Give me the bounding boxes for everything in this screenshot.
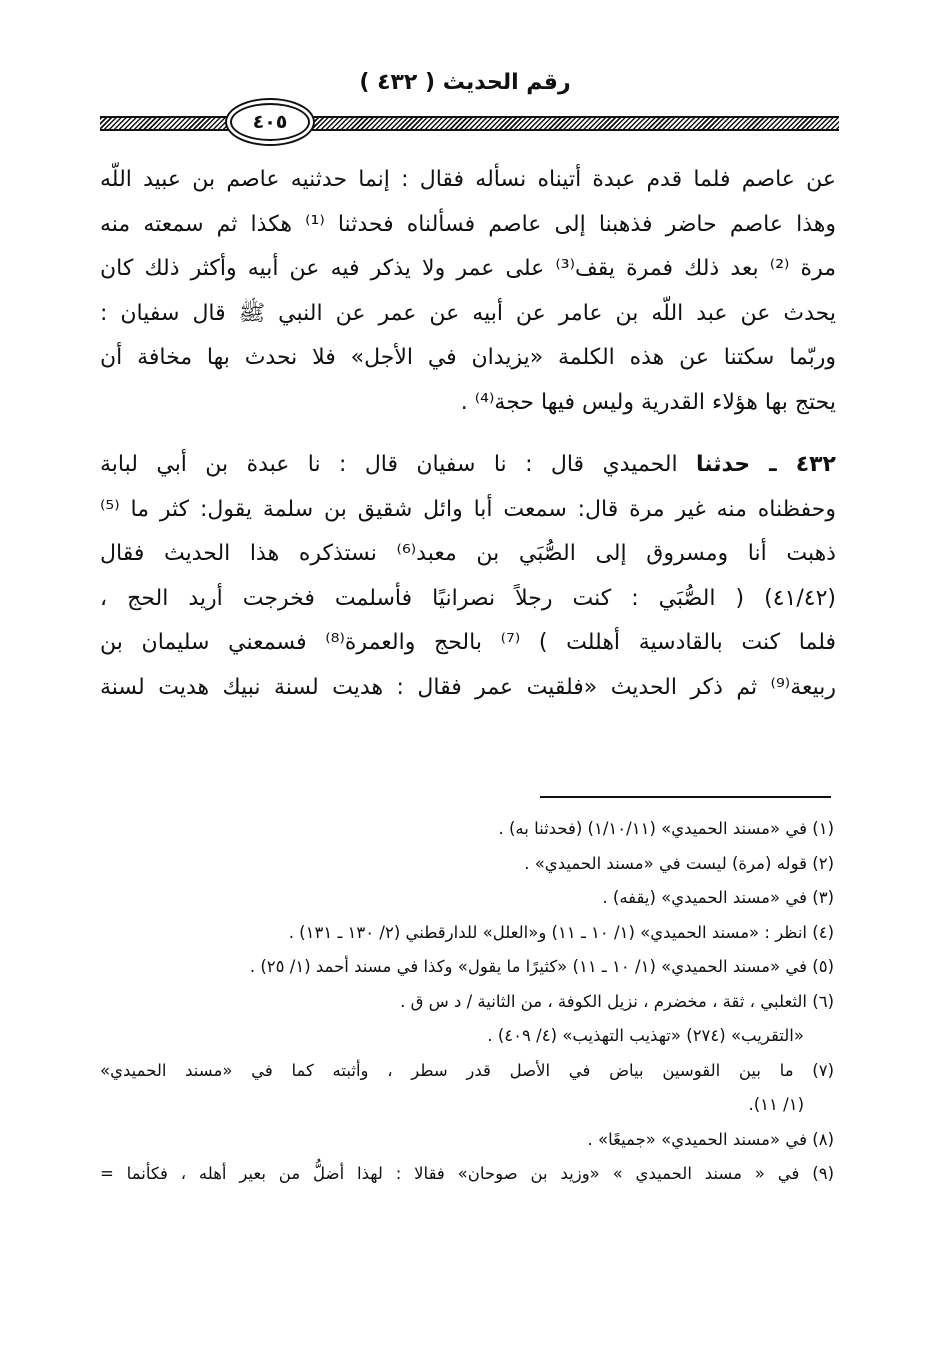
- page-header-title: رقم الحديث ( ٤٣٢ ): [359, 70, 571, 95]
- text-line: وحفظناه منه غير مرة قال: سمعت أبا وائل شقيق بن سلمة يقول: كثر ما ⁽⁵⁾: [100, 496, 836, 522]
- text-line: فلما كنت بالقادسية أهللت ) ⁽⁷⁾ بالحج والعمرة⁽⁸⁾ فسمعني سليمان بن: [100, 630, 836, 655]
- hadith-first-line: [100, 443, 836, 488]
- paragraph-gap: [100, 425, 836, 443]
- footnote-separator: [540, 796, 831, 798]
- footnote: (٦) الثعلبي ، ثقة ، مخضرم ، نزيل الكوفة ، من الثانية / د س ق .: [400, 991, 834, 1011]
- footnote: (٧) ما بين القوسين بياض في الأصل قدر سطر ، وأثبته كما في «مسند الحميدي»: [100, 1060, 834, 1080]
- text-line: ذهبت أنا ومسروق إلى الصُّبَي بن معبد⁽⁶⁾ نستذكره هذا الحديث فقال: [100, 541, 836, 566]
- footnote: (٣) في «مسند الحميدي» (يقفه) .: [602, 888, 834, 907]
- footnote-continuation: (١/ ١١).: [748, 1095, 804, 1114]
- hadith-first-line-text: الحميدي قال : نا سفيان قال : نا عبدة بن أبي لبابة: [100, 452, 678, 477]
- footnote: (١) في «مسند الحميدي» (١/١٠/١١) (فحدثنا به) .: [498, 819, 834, 838]
- main-text: [100, 158, 836, 710]
- hadith-number: ٤٣٢ ـ حدثنا: [696, 452, 836, 477]
- header-ornament-right: [312, 116, 839, 131]
- text-line: وربّما سكتنا عن هذه الكلمة «يزيدان في الأجل» فلا نحدث بها مخافة أن: [100, 345, 836, 370]
- text-line: عن عاصم فلما قدم عبدة أتيناه نسأله فقال : إنما حدثنيه عاصم بن عبيد اللّه: [100, 167, 836, 192]
- text-line: مرة ⁽²⁾ بعد ذلك فمرة يقف⁽³⁾ على عمر ولا يذكر فيه عن أبيه وأكثر ذلك كان: [100, 256, 836, 281]
- footnote: (٢) قوله (مرة) ليست في «مسند الحميدي» .: [524, 853, 834, 873]
- page-number-badge: ٤٠٥: [230, 103, 310, 141]
- footnotes: [100, 812, 834, 1192]
- footnote: (٥) في «مسند الحميدي» (١/ ١٠ ـ ١١) «كثيرًا ما يقول» وكذا في مسند أحمد (١/ ٢٥) .: [249, 957, 834, 976]
- text-line: (٤١/٤٢) ( الصُّبَي : كنت رجلاً نصرانيًا فأسلمت فخرجت أريد الحج ،: [100, 585, 836, 611]
- footnote: (٨) في «مسند الحميدي» «جميعًا» .: [587, 1129, 834, 1149]
- footnote: (٤) انظر : «مسند الحميدي» (١/ ١٠ ـ ١١) و«العلل» للدارقطني (٢/ ١٣٠ ـ ١٣١) .: [288, 922, 834, 942]
- footnote-continuation: «التقريب» (٢٧٤) «تهذيب التهذيب» (٤/ ٤٠٩) .: [487, 1026, 804, 1045]
- header-ornament-left: [100, 116, 230, 131]
- footnote: (٩) في « مسند الحميدي » «وزيد بن صوحان» فقالا : لهذا أضلُّ من بعير أهله ، فكأنما =: [100, 1164, 834, 1183]
- text-line: يحتج بها هؤلاء القدرية وليس فيها حجة⁽⁴⁾ .: [460, 389, 836, 415]
- text-line: وهذا عاصم حاضر فذهبنا إلى عاصم فسألناه فحدثنا ⁽¹⁾ هكذا ثم سمعته منه: [100, 211, 836, 237]
- text-line: ربيعة⁽⁹⁾ ثم ذكر الحديث «فلقيت عمر فقال : هديت لسنة نبيك هديت لسنة: [100, 674, 836, 700]
- text-line: يحدث عن عبد اللّه بن عامر عن أبيه عن عمر عن النبي ﷺ قال سفيان :: [100, 300, 836, 326]
